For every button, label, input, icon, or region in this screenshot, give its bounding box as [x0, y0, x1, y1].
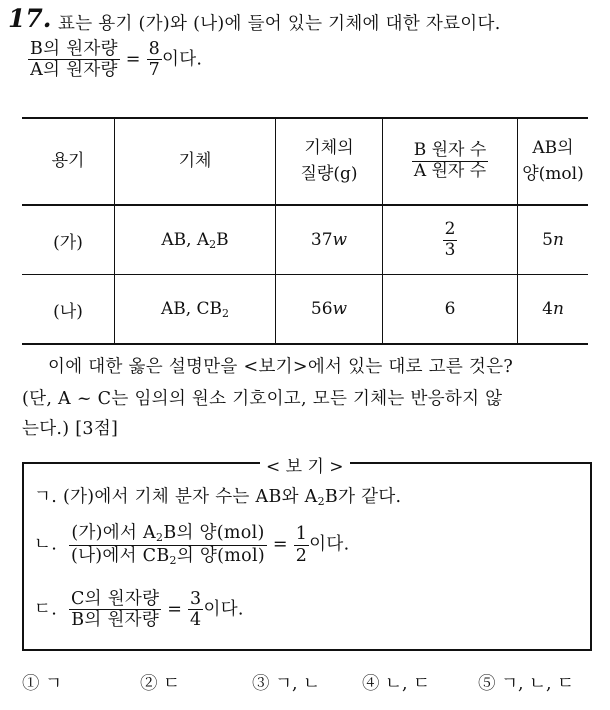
denominator-text: (나)에서 CB [70, 545, 170, 566]
choice-3[interactable] [252, 670, 320, 695]
statement-n-value [294, 525, 309, 565]
choice-text: ㄱ, ㄴ, ㄷ [501, 674, 575, 694]
gas-data-table [22, 117, 588, 345]
statement-n-denominator [69, 546, 267, 567]
statement-d-value [188, 590, 203, 630]
statement-n [34, 524, 349, 566]
table-header-row [22, 118, 588, 205]
numerator-subscript: 2 [156, 531, 164, 544]
statement-d-label: ㄷ. [34, 599, 58, 620]
header-gas-mass [276, 118, 383, 205]
condition-suffix: 이다. [162, 49, 203, 70]
value-denominator: 7 [148, 60, 160, 81]
value-numerator: 1 [295, 524, 308, 545]
gas-formula-part: AB, CB [160, 298, 223, 319]
numerator-text-end: B의 양(mol) [163, 523, 265, 543]
value-numerator: 3 [190, 589, 202, 609]
choice-2[interactable] [140, 670, 180, 695]
cell-gas [115, 275, 276, 345]
statement-d-numerator: C의 원자량 [70, 589, 160, 609]
value-denominator: 4 [190, 610, 202, 631]
statement-g-label: ㄱ. [34, 487, 58, 507]
value-numerator: 8 [148, 39, 160, 59]
choice-5[interactable] [478, 670, 574, 695]
statement-n-equals: = [272, 534, 288, 555]
cell-gas [115, 205, 276, 275]
fraction-numerator: B의 원자량 [30, 39, 118, 59]
header-ab-amount [518, 118, 589, 205]
statement-n-fraction [69, 524, 267, 566]
denominator-text-end: 의 양(mol) [176, 545, 266, 566]
statement-d-fraction [69, 590, 161, 630]
gas-formula-part: B [216, 229, 229, 250]
header-mass-line2: 질량(g) [300, 163, 358, 184]
table-row [22, 275, 588, 345]
bogi-title: < 보 기 > [260, 452, 350, 477]
mass-variable: w [332, 299, 348, 319]
cell-atom-ratio [383, 205, 518, 275]
choice-mark: ① [22, 674, 40, 694]
choice-mark: ⑤ [478, 674, 496, 694]
statement-g [34, 483, 401, 508]
statement-d [34, 590, 244, 630]
statement-d-denominator: B의 원자량 [71, 610, 160, 631]
atomic-mass-fraction [28, 40, 120, 80]
header-container: 용기 [22, 118, 115, 205]
ratio-value-fraction [147, 40, 162, 80]
header-ratio-num: B 원자 수 [413, 140, 487, 161]
instruction-line1: 이에 대한 옳은 설명만을 <보기>에서 있는 대로 고른 것은? [48, 357, 514, 377]
cell-ab-amount [518, 275, 589, 345]
gas-subscript: 2 [222, 306, 230, 320]
gas-formula-part: AB, A [161, 229, 210, 250]
ratio-den: 3 [444, 239, 456, 260]
choice-mark: ④ [362, 674, 380, 694]
amount-number: 4 [542, 299, 553, 319]
header-ab-line1: AB의 [532, 138, 574, 158]
choice-text: ㄴ, ㄷ [385, 674, 431, 694]
statement-d-equals: = [167, 599, 183, 620]
choice-1[interactable] [22, 670, 62, 695]
amount-variable: n [552, 230, 564, 250]
statement-g-text-end: B가 같다. [324, 487, 402, 507]
header-atom-ratio [383, 118, 518, 205]
cell-mass [276, 275, 383, 345]
instruction-line3: 는다.) [3점] [22, 419, 119, 439]
choice-text: ㄷ [163, 674, 180, 694]
statement-d-suffix: 이다. [203, 599, 244, 620]
choice-4[interactable] [362, 670, 430, 695]
cell-mass [276, 205, 383, 275]
cell-atom-ratio: 6 [383, 275, 518, 345]
denominator-subscript: 2 [169, 553, 177, 567]
table-row [22, 205, 588, 275]
fraction-denominator: A의 원자량 [30, 60, 118, 81]
header-gas: 기체 [115, 118, 276, 205]
choice-text: ㄱ [45, 674, 62, 694]
gas-subscript: 2 [209, 237, 217, 251]
statement-g-text: (가)에서 기체 분자 수는 AB와 A [62, 487, 318, 507]
header-mass-line1: 기체의 [304, 138, 354, 158]
mass-variable: w [332, 230, 348, 250]
ratio-num: 2 [444, 218, 456, 239]
atomic-mass-ratio-condition [28, 40, 202, 80]
question-number: 17. [8, 4, 52, 33]
ratio-fraction [443, 218, 458, 260]
statement-n-numerator [69, 524, 266, 546]
numerator-text: (가)에서 A [71, 523, 156, 543]
instruction-line2: (단, A ~ C는 임의의 원소 기호이고, 모든 기체는 반응하지 않 [22, 389, 503, 409]
choice-text: ㄱ, ㄴ [275, 674, 321, 694]
question-stem: 표는 용기 (가)와 (나)에 들어 있는 기체에 대한 자료이다. [58, 14, 501, 34]
amount-variable: n [552, 299, 564, 319]
cell-container: (가) [22, 205, 115, 275]
choice-mark: ③ [252, 674, 270, 694]
statement-g-subscript: 2 [317, 495, 325, 508]
header-ab-line2: 양(mol) [522, 163, 584, 184]
cell-ab-amount [518, 205, 589, 275]
header-ratio-fraction [412, 142, 489, 181]
choice-mark: ② [140, 674, 158, 694]
value-denominator: 2 [295, 545, 308, 566]
statement-n-suffix: 이다. [309, 534, 350, 555]
amount-number: 5 [542, 230, 553, 250]
cell-container: (나) [22, 275, 115, 345]
mass-number: 37 [310, 230, 333, 250]
header-ratio-den: A 원자 수 [413, 161, 487, 181]
equals-sign: = [125, 49, 141, 70]
statement-n-label: ㄴ. [34, 534, 58, 555]
mass-number: 56 [310, 299, 333, 319]
